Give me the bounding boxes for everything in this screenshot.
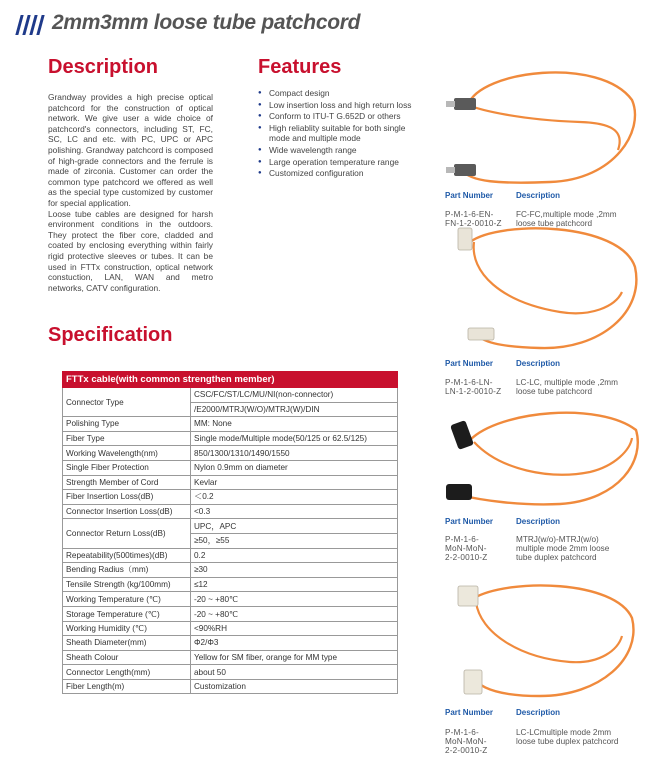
spec-value: <90%RH — [191, 621, 398, 636]
part-number-line: P-M-1-6-LN- — [445, 378, 493, 387]
spec-label: Storage Temperature (℃) — [63, 606, 191, 621]
spec-label: Connector Return Loss(dB) — [63, 519, 191, 548]
spec-value: ≤12 — [191, 577, 398, 592]
spec-value: ≥50，≥55 — [191, 533, 398, 548]
fc-connector-icon — [454, 164, 476, 176]
spec-value: 0.2 — [191, 548, 398, 563]
spec-value: ≥30 — [191, 563, 398, 578]
product-description-line: loose tube duplex patchcord — [516, 737, 619, 746]
description-para-2: Loose tube cables are designed for harsh environment conditions in the outdoors. They protect the fiber core, cladded and coated by enclosing everything within fairly rigid protective sleeves or tubes. It can be used in FTTx construction, optical network constuction, LAN, WAN and metro networks, CATV configuration. — [48, 208, 213, 293]
spec-value: Yellow for SM fiber, orange for MM type — [191, 650, 398, 665]
description-para-1: Grandway provides a high precise optical patchcord for the construction of optical network. We give user a wide choice of patchcord's connectors, including ST, FC, SC, LC and etc. with PC, UPC or APC polishing. Grandway patchcord is composed of high-grade connectors and the ferrule is made of zirconia. Customer can order the common type patchcord we offered as well as the special type customized by customer for special application. — [48, 92, 213, 208]
part-number-line: P-M-1-6- — [445, 535, 479, 544]
product-description — [516, 378, 618, 396]
spec-label: Single Fiber Protection — [63, 460, 191, 475]
table-row — [63, 388, 398, 403]
part-number-label: Part Number — [445, 359, 494, 368]
spec-value: CSC/FC/ST/LC/MU/NI(non-connector) — [191, 388, 398, 403]
lc-connector-icon — [458, 228, 472, 250]
feature-item: ● Large operation temperature range — [258, 157, 428, 168]
features-list — [258, 88, 428, 180]
spec-value: Kevlar — [191, 475, 398, 490]
product-description-line: LC-LCmultiple mode 2mm — [516, 728, 612, 737]
product-description-line: loose tube patchcord — [516, 387, 593, 396]
spec-label: Sheath Diameter(mm) — [63, 636, 191, 651]
spec-value: -20 ~ +80℃ — [191, 606, 398, 621]
feature-item: ● Conform to ITU-T G.652D or others — [258, 111, 428, 122]
table-row — [63, 665, 398, 680]
table-row — [63, 621, 398, 636]
product-description — [516, 535, 609, 562]
table-row — [63, 592, 398, 607]
table-row — [63, 606, 398, 621]
specification-heading: Specification — [48, 324, 173, 346]
table-header-row — [63, 372, 398, 388]
spec-label: Connector Type — [63, 388, 191, 417]
feature-item: ● Customized configuration — [258, 168, 428, 179]
product-description-line: loose tube patchcord — [516, 219, 593, 228]
spec-value: about 50 — [191, 665, 398, 680]
table-title: FTTx cable(with common strengthen member) — [63, 372, 398, 388]
spec-value: UPC，APC — [191, 519, 398, 534]
product-description — [516, 728, 618, 746]
part-number-label: Part Number — [445, 191, 494, 200]
fc-patchcord-image — [440, 60, 645, 190]
part-number — [445, 728, 488, 755]
features-heading: Features — [258, 56, 342, 78]
description-label: Description — [516, 517, 561, 526]
description-heading: Description — [48, 56, 159, 78]
part-number-line: 2-2-0010-Z — [445, 746, 488, 755]
mtrj-connector-icon — [450, 420, 474, 450]
spec-label: Bending Radius（mm) — [63, 563, 191, 578]
part-number-line: 2-2-0010-Z — [445, 553, 488, 562]
spec-label: Sheath Colour — [63, 650, 191, 665]
part-number-label: Part Number — [445, 708, 494, 717]
spec-value: -20 ~ +80℃ — [191, 592, 398, 607]
lc-connector-icon — [468, 328, 494, 340]
lc-duplex-patchcord-image — [440, 578, 645, 706]
spec-label: Strength Member of Cord — [63, 475, 191, 490]
lc-duplex-connector-icon — [464, 670, 482, 694]
specification-table — [62, 371, 398, 694]
mtrj-connector-icon — [446, 484, 472, 500]
product-description-line: tube duplex patchcord — [516, 553, 597, 562]
title-bars-icon — [18, 15, 46, 35]
spec-label: Tensile Strength (kg/100mm) — [63, 577, 191, 592]
description-label: Description — [516, 708, 561, 717]
part-number — [445, 535, 488, 562]
table-row — [63, 460, 398, 475]
spec-label: Repeatability(500times)(dB) — [63, 548, 191, 563]
feature-item: ● Wide wavelength range — [258, 145, 428, 156]
feature-item: ● Low insertion loss and high return loss — [258, 100, 428, 111]
spec-value: Single mode/Multiple mode(50/125 or 62.5/125) — [191, 431, 398, 446]
part-number-line: P-M-1-6-EN- — [445, 210, 494, 219]
product-description-line: multiple mode 2mm loose — [516, 544, 610, 553]
product-description-line: MTRJ(w/o)-MTRJ(w/o) — [516, 535, 599, 544]
description-text — [48, 92, 213, 293]
fc-connector-icon — [454, 98, 476, 110]
spec-label: Connector Length(mm) — [63, 665, 191, 680]
table-row — [63, 636, 398, 651]
spec-value: Φ2/Φ3 — [191, 636, 398, 651]
table-row — [63, 679, 398, 694]
description-label: Description — [516, 359, 561, 368]
spec-label: Connector Insertion Loss(dB) — [63, 504, 191, 519]
lc-patchcord-image — [440, 222, 645, 357]
spec-value: Nylon 0.9mm on diameter — [191, 460, 398, 475]
table-row — [63, 431, 398, 446]
table-row — [63, 446, 398, 461]
spec-value: Customization — [191, 679, 398, 694]
spec-value: MM: None — [191, 417, 398, 432]
spec-label: Working Temperature (℃) — [63, 592, 191, 607]
table-row — [63, 490, 398, 505]
page-title: 2mm3mm loose tube patchcord — [52, 11, 361, 34]
description-label: Description — [516, 191, 561, 200]
lc-duplex-connector-icon — [458, 586, 478, 606]
part-number-line: P-M-1-6- — [445, 728, 479, 737]
part-number-line: FN-1-2-0010-Z — [445, 219, 502, 228]
mtrj-patchcord-image — [440, 400, 645, 515]
table-row — [63, 577, 398, 592]
spec-label: Fiber Type — [63, 431, 191, 446]
feature-item: ● High reliablity suitable for both single mode and multiple mode — [258, 123, 428, 144]
part-number — [445, 378, 501, 396]
spec-label: Fiber Length(m) — [63, 679, 191, 694]
table-row — [63, 504, 398, 519]
feature-item: ● Compact design — [258, 88, 428, 99]
spec-label: Fiber Insertion Loss(dB) — [63, 490, 191, 505]
spec-label: Working Wavelength(nm) — [63, 446, 191, 461]
table-row — [63, 650, 398, 665]
product-description-line: FC-FC,multiple mode ,2mm — [516, 210, 617, 219]
part-number-line: LN-1-2-0010-Z — [445, 387, 502, 396]
spec-value: /E2000/MTRJ(W/O)/MTRJ(W)/DIN — [191, 402, 398, 417]
part-number-line: MoN-MoN- — [445, 737, 487, 746]
part-number-line: MoN-MoN- — [445, 544, 487, 553]
spec-value: 850/1300/1310/1490/1550 — [191, 446, 398, 461]
spec-label: Polishing Type — [63, 417, 191, 432]
table-row — [63, 563, 398, 578]
spec-label: Working Humidity (℃) — [63, 621, 191, 636]
part-number-label: Part Number — [445, 517, 494, 526]
table-row — [63, 475, 398, 490]
table-row — [63, 417, 398, 432]
table-row — [63, 548, 398, 563]
spec-value: ＜0.2 — [191, 490, 398, 505]
spec-value: <0.3 — [191, 504, 398, 519]
table-row — [63, 519, 398, 534]
product-description-line: LC-LC, multiple mode ,2mm — [516, 378, 618, 387]
